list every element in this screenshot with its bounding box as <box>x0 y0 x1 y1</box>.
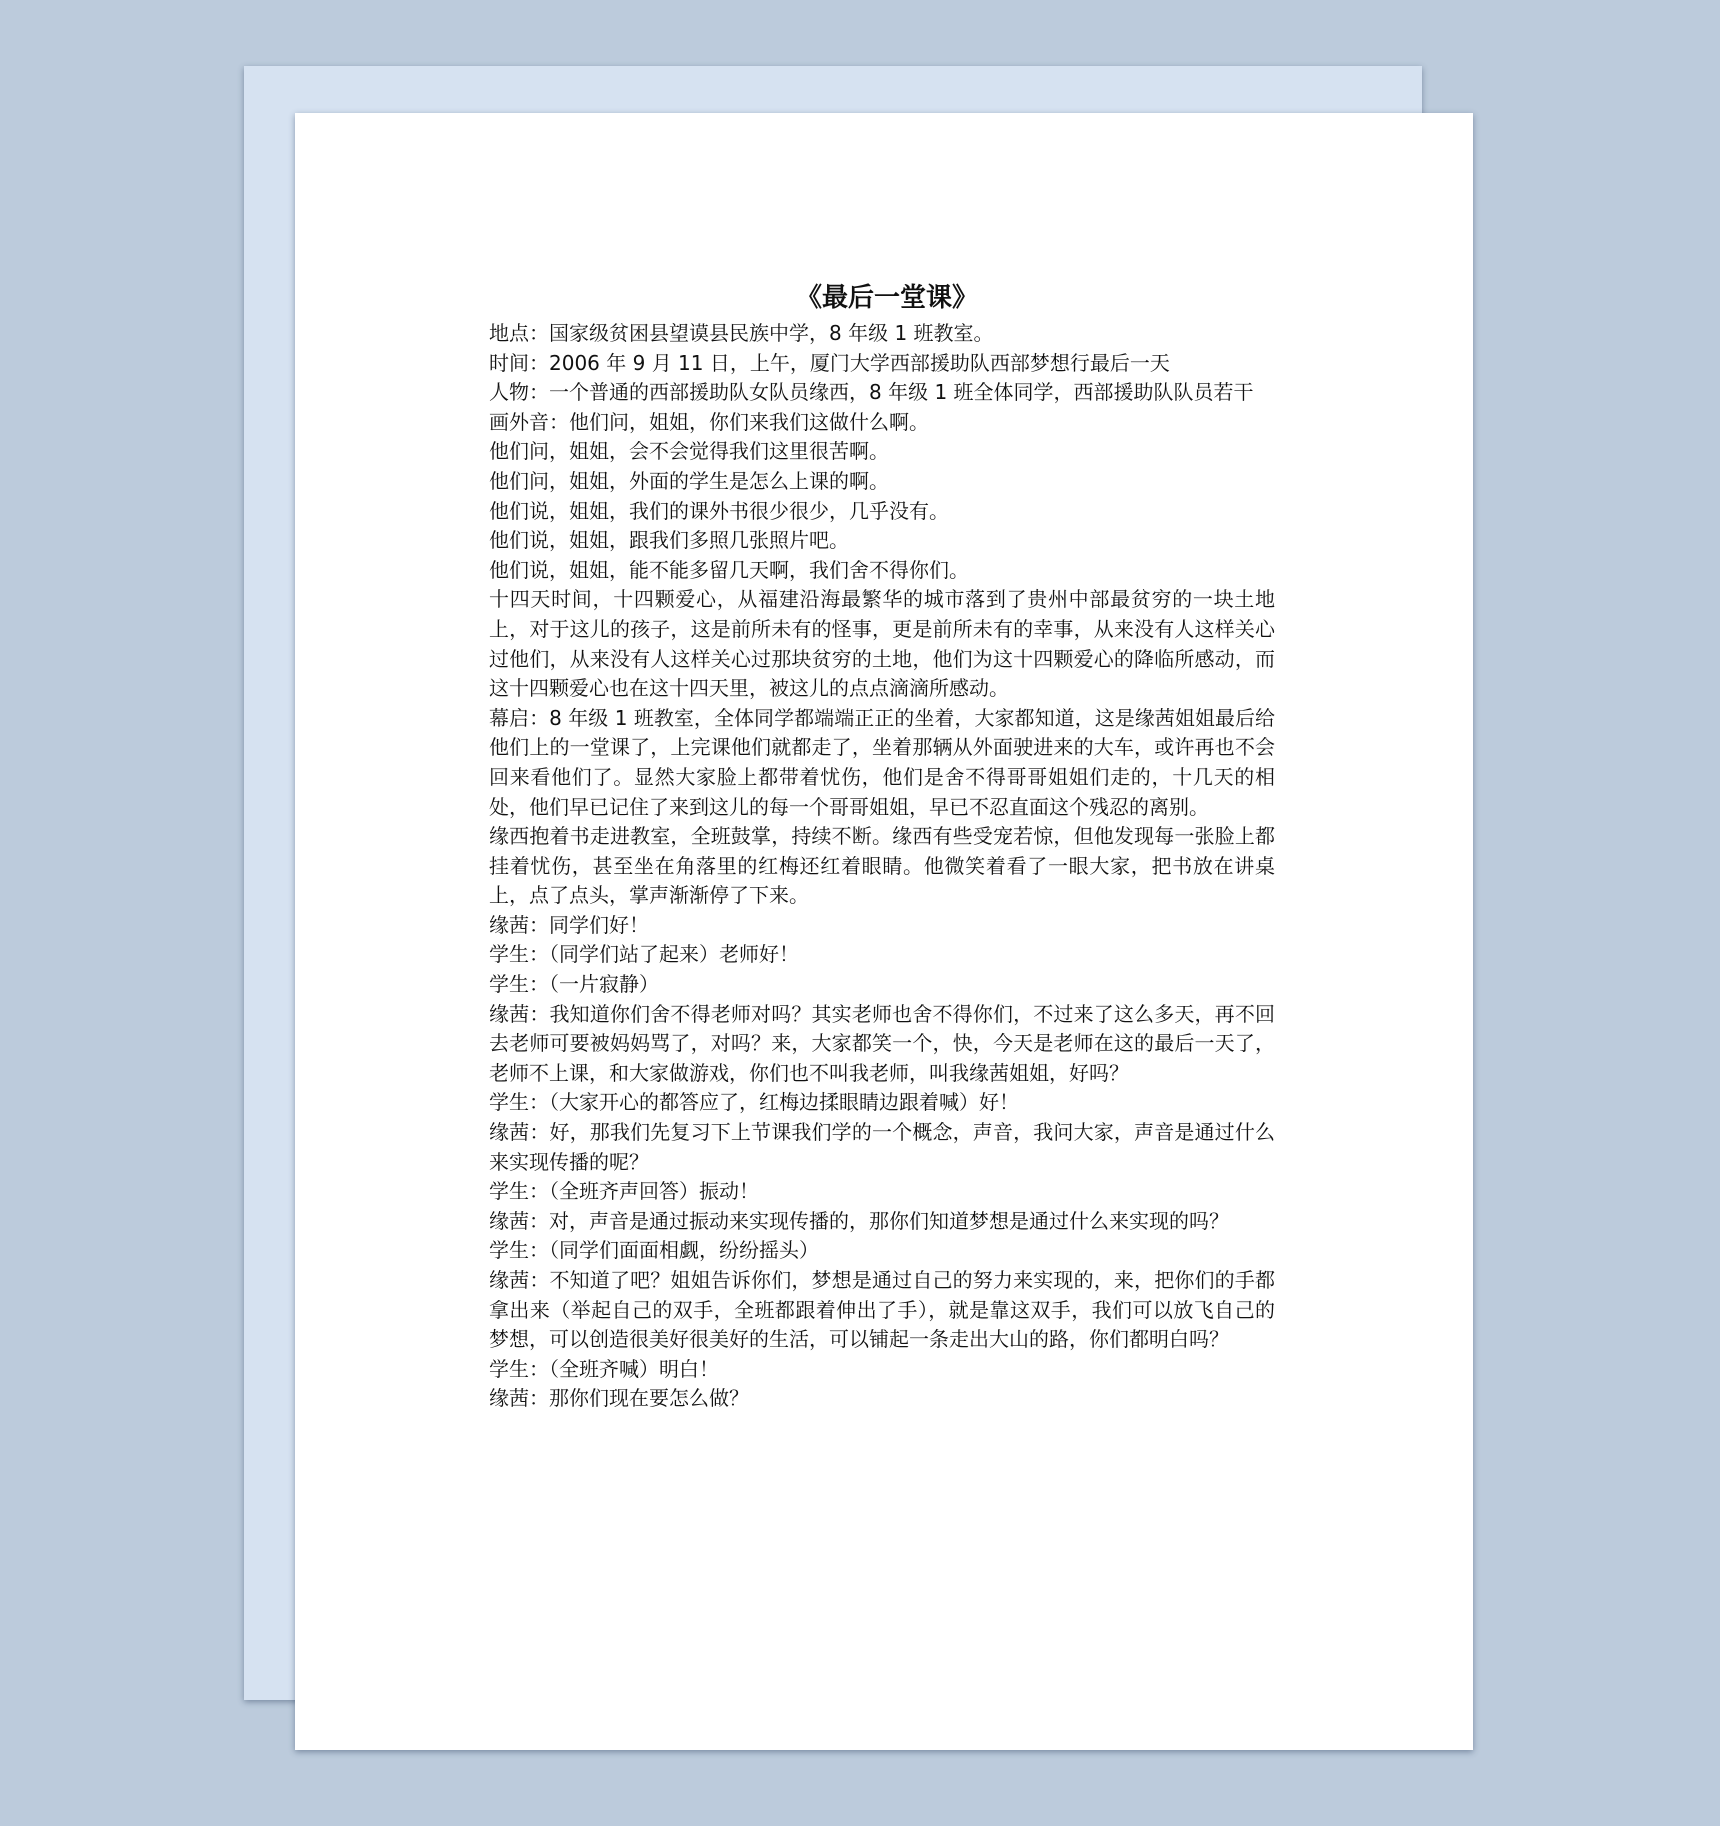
paragraph: 缘茜：不知道了吧？姐姐告诉你们，梦想是通过自己的努力来实现的，来，把你们的手都拿出来（举起自己的双手，全班都跟着伸出了手），就是靠这双手，我们可以放飞自己的梦想，可以创造很美好很美好的生活，可以铺起一条走出大山的路，你们都明白吗？ <box>489 1268 1275 1352</box>
paragraph: 学生：（全班齐喊）明白！ <box>489 1356 719 1381</box>
paragraph: 学生：（全班齐声回答）振动！ <box>489 1179 759 1204</box>
paragraph: 他们问，姐姐，外面的学生是怎么上课的啊。 <box>489 468 889 493</box>
paragraph: 缘茜：好，那我们先复习下上节课我们学的一个概念，声音，我问大家，声音是通过什么来实现传播的呢？ <box>489 1120 1275 1174</box>
paragraph: 他们说，姐姐，跟我们多照几张照片吧。 <box>489 528 849 553</box>
paragraph: 画外音：他们问，姐姐，你们来我们这做什么啊。 <box>489 409 929 434</box>
paragraph: 缘茜：同学们好！ <box>489 912 649 937</box>
paragraph: 学生：（大家开心的都答应了，红梅边揉眼睛边跟着喊）好！ <box>489 1090 1019 1115</box>
paragraph: 学生：（一片寂静） <box>489 972 659 997</box>
paragraph: 他们问，姐姐，会不会觉得我们这里很苦啊。 <box>489 439 889 464</box>
paragraph: 缘茜：那你们现在要怎么做？ <box>489 1386 749 1411</box>
document-paragraphs <box>489 319 1275 1414</box>
paragraph: 幕启：8 年级 1 班教室，全体同学都端端正正的坐着，大家都知道，这是缘茜姐姐最后给他们上的一堂课了，上完课他们就都走了，坐着那辆从外面驶进来的大车，或许再也不会回来看他们了。显然大家脸上都带着忧伤，他们是舍不得哥哥姐姐们走的，十几天的相处，他们早已记住了来到这儿的每一个哥哥姐姐，早已不忍直面这个残忍的离别。 <box>489 705 1275 819</box>
paragraph: 缘西抱着书走进教室，全班鼓掌，持续不断。缘西有些受宠若惊，但他发现每一张脸上都挂着忧伤，甚至坐在角落里的红梅还红着眼睛。他微笑着看了一眼大家，把书放在讲桌上，点了点头，掌声渐渐停了下来。 <box>489 824 1275 908</box>
paragraph: 缘茜：我知道你们舍不得老师对吗？其实老师也舍不得你们，不过来了这么多天，再不回去老师可要被妈妈骂了，对吗？来，大家都笑一个，快，今天是老师在这的最后一天了，老师不上课，和大家做游戏，你们也不叫我老师，叫我缘茜姐姐，好吗？ <box>489 1001 1275 1085</box>
paragraph: 他们说，姐姐，能不能多留几天啊，我们舍不得你们。 <box>489 557 969 582</box>
paragraph: 时间：2006 年 9 月 11 日，上午，厦门大学西部援助队西部梦想行最后一天 <box>489 350 1170 375</box>
paragraph: 十四天时间，十四颗爱心，从福建沿海最繁华的城市落到了贵州中部最贫穷的一块土地上，对于这儿的孩子，这是前所未有的怪事，更是前所未有的幸事，从来没有人这样关心过他们，从来没有人这样关心过那块贫穷的土地，他们为这十四颗爱心的降临所感动，而这十四颗爱心也在这十四天里，被这儿的点点滴滴所感动。 <box>489 587 1275 701</box>
document-body <box>489 277 1275 1414</box>
paragraph: 学生：（同学们面面相觑，纷纷摇头） <box>489 1238 819 1263</box>
paragraph: 缘茜：对，声音是通过振动来实现传播的，那你们知道梦想是通过什么来实现的吗？ <box>489 1208 1229 1233</box>
paragraph: 地点：国家级贫困县望谟县民族中学，8 年级 1 班教室。 <box>489 321 994 345</box>
paragraph: 学生：（同学们站了起来）老师好！ <box>489 942 799 967</box>
document-title: 《最后一堂课》 <box>795 283 978 313</box>
paragraph: 人物：一个普通的西部援助队女队员缘西，8 年级 1 班全体同学，西部援助队队员若干 <box>489 380 1254 405</box>
paragraph: 他们说，姐姐，我们的课外书很少很少，几乎没有。 <box>489 498 949 523</box>
